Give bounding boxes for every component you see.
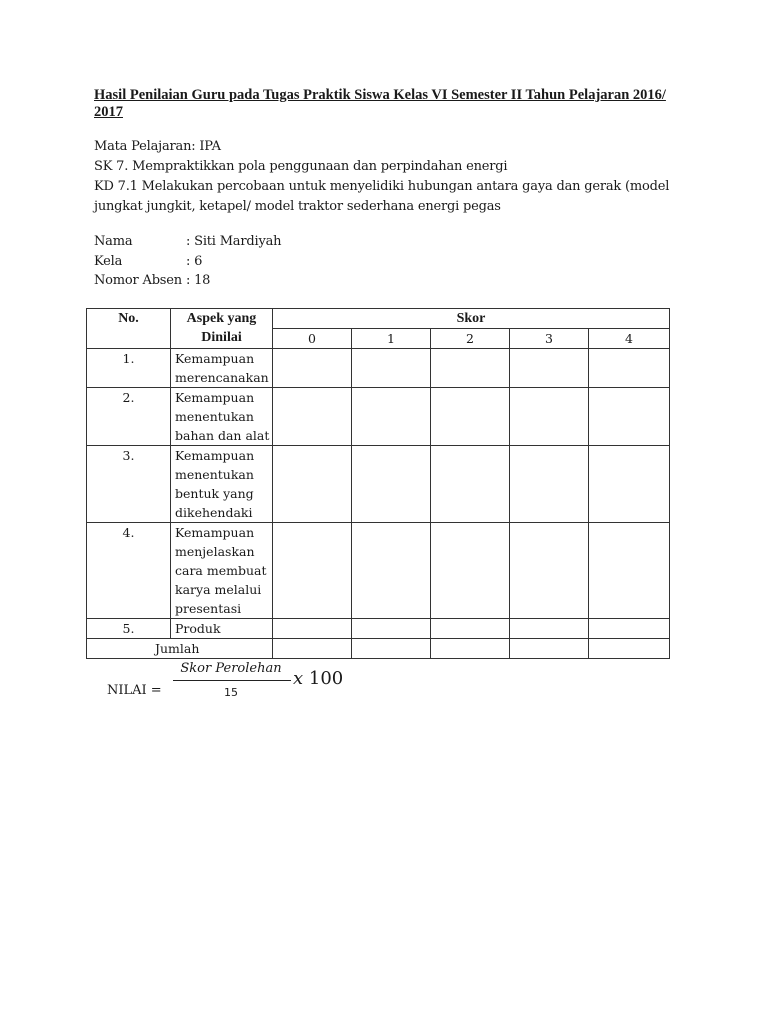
score-cell[interactable] [589,349,670,388]
score-cell[interactable] [589,388,670,446]
row-aspek: Kemampuan menjelaskan cara membuat karya melalui presentasi [171,523,273,619]
student-class-label: Kela [94,254,123,269]
sk-line: SK 7. Mempraktikkan pola penggunaan dan perpindahan energi [94,159,508,174]
total-row [87,639,670,659]
multiplier-value: 100 [308,668,344,689]
total-cell[interactable] [510,639,589,659]
header-skor: Skor [273,309,670,329]
total-cell[interactable] [273,639,352,659]
formula-denominator: 15 [224,686,238,699]
total-cell[interactable] [431,639,510,659]
student-name-value: : Siti Mardiyah [186,234,282,249]
student-absen-row [94,271,210,291]
row-no: 4. [87,523,171,619]
row-no: 1. [87,349,171,388]
score-table [86,308,670,659]
row-no: 5. [87,619,171,639]
row-aspek: Kemampuan merencanakan [171,349,273,388]
score-cell[interactable] [352,523,431,619]
student-name-label: Nama [94,234,133,249]
score-cell[interactable] [352,388,431,446]
score-formula [107,660,367,710]
score-cell[interactable] [352,446,431,523]
table-row [87,619,670,639]
score-cell[interactable] [352,619,431,639]
score-cell[interactable] [431,619,510,639]
fraction-bar [173,680,291,681]
formula-multiplier [293,668,343,689]
total-cell[interactable] [352,639,431,659]
score-cell[interactable] [589,523,670,619]
document-title: Hasil Penilaian Guru pada Tugas Praktik Siswa Kelas VI Semester II Tahun Pelajaran 2016/ 2017 [94,87,666,120]
nilai-label: NILAI = [107,683,162,698]
row-no: 2. [87,388,171,446]
row-no: 3. [87,446,171,523]
kd-line: KD 7.1 Melakukan percobaan untuk menyelidiki hubungan antara gaya dan gerak (model jungkat jungkit, ketapel/ model traktor sederhana energi pegas [94,179,670,214]
score-cell[interactable] [352,349,431,388]
student-absen-value: : 18 [186,273,211,288]
score-cell[interactable] [431,446,510,523]
score-cell[interactable] [431,388,510,446]
header-score-4: 4 [589,329,670,349]
header-score-1: 1 [352,329,431,349]
row-aspek: Kemampuan menentukan bahan dan alat [171,388,273,446]
score-cell[interactable] [510,446,589,523]
score-cell[interactable] [273,349,352,388]
header-score-3: 3 [510,329,589,349]
row-aspek: Kemampuan menentukan bentuk yang dikehendaki [171,446,273,523]
formula-numerator: Skor Perolehan [180,661,282,676]
score-cell[interactable] [589,619,670,639]
table-row [87,388,670,446]
row-aspek: Produk [171,619,273,639]
score-cell[interactable] [510,349,589,388]
score-cell[interactable] [589,446,670,523]
total-cell[interactable] [589,639,670,659]
score-cell[interactable] [273,619,352,639]
score-cell[interactable] [510,523,589,619]
score-cell[interactable] [273,388,352,446]
header-no: No. [87,309,171,349]
score-cell[interactable] [431,349,510,388]
student-class-value: : 6 [186,254,203,269]
student-class-row [94,252,202,272]
total-label: Jumlah [87,639,273,659]
score-cell[interactable] [431,523,510,619]
score-cell[interactable] [510,619,589,639]
score-cell[interactable] [273,446,352,523]
student-name-row [94,232,281,252]
student-absen-label: Nomor Absen [94,273,182,288]
header-score-2: 2 [431,329,510,349]
subject-line: Mata Pelajaran: IPA [94,139,221,154]
header-aspek: Aspek yang Dinilai [171,309,273,349]
score-cell[interactable] [510,388,589,446]
score-cell[interactable] [273,523,352,619]
table-row [87,446,670,523]
header-score-0: 0 [273,329,352,349]
multiply-symbol: x [293,668,304,689]
table-row [87,349,670,388]
table-row [87,523,670,619]
